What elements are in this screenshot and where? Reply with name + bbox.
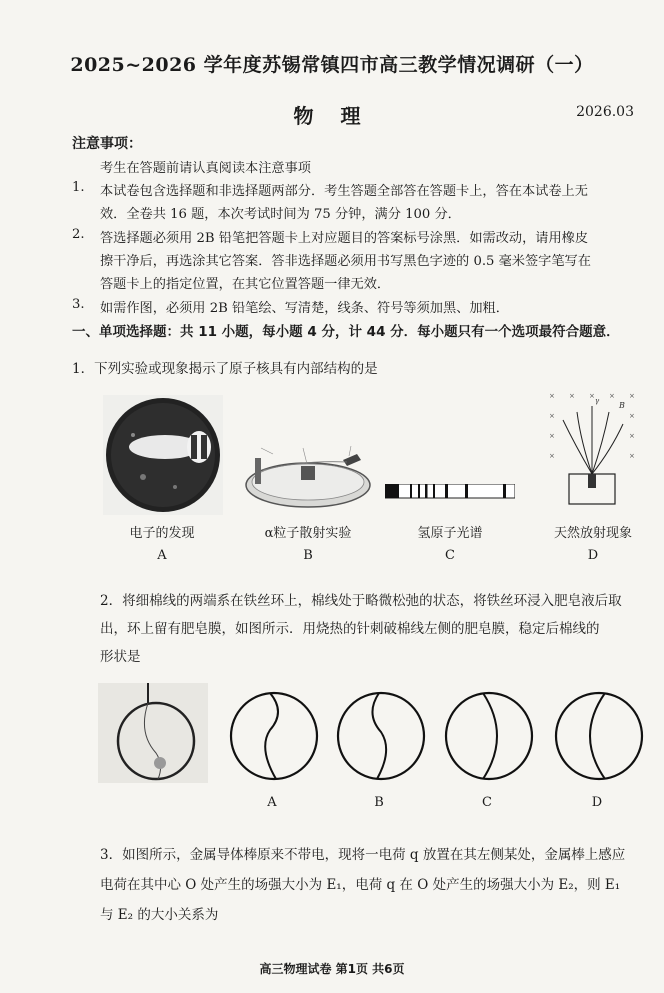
q1-option-caption: 天然放射现象 — [553, 526, 632, 541]
notice-item-line: 如需作图，必须用 2B 铅笔绘、写清楚，线条、符号等须加黑、加粗． — [100, 301, 509, 316]
q2-option-letter: C — [482, 795, 492, 810]
notice-item-num: 1. — [72, 180, 85, 195]
notice-item-line: 效．全卷共 16 题，本次考试时间为 75 分钟，满分 100 分． — [100, 207, 461, 222]
svg-text:×: × — [549, 392, 555, 400]
svg-text:×: × — [549, 412, 555, 420]
hydrogen-spectrum-figure — [385, 484, 515, 506]
q1-option-caption: 氢原子光谱 — [417, 526, 483, 541]
question-2-line: 2．将细棉线的两端系在铁丝环上，棉线处于略微松弛的状态，将铁丝环浸入肥皂液后取 — [100, 593, 622, 609]
gamma-ray-label: γ — [595, 397, 600, 405]
question-3-line: 与 E₂ 的大小关系为 — [100, 907, 219, 923]
q2-option-letter: D — [591, 795, 603, 810]
q1-option-letter: A — [157, 548, 167, 563]
q1-option-letter: D — [587, 548, 599, 563]
page-footer: 高三物理试卷 第1页 共6页 — [259, 962, 405, 976]
electron-discovery-figure — [103, 395, 223, 515]
svg-text:×: × — [549, 432, 555, 440]
question-2-line: 出，环上留有肥皂膜，如图所示．用烧热的针刺破棉线左侧的肥皂膜，稳定后棉线的 — [100, 621, 600, 637]
q2-option-letter: A — [267, 795, 277, 810]
q1-option-caption: 电子的发现 — [129, 526, 195, 541]
svg-text:×: × — [609, 392, 615, 400]
q1-option-letter: B — [303, 548, 313, 563]
svg-text:×: × — [589, 392, 595, 400]
q1-option-caption: α粒子散射实验 — [264, 526, 352, 541]
alpha-scattering-figure — [243, 440, 373, 510]
svg-text:×: × — [549, 452, 555, 460]
notice-item-line: 擦干净后，再选涂其它答案．答非选择题必须用书写黑色字迹的 0.5 毫米签字笔写在 — [100, 254, 591, 269]
question-3-line: 3．如图所示，金属导体棒原来不带电，现将一电荷 q 放置在其左侧某处，金属棒上感应 — [100, 847, 626, 863]
exam-title: 2025~2026 学年度苏锡常镇四市高三教学情况调研（一） — [70, 54, 594, 76]
question-1-stem: 1．下列实验或现象揭示了原子核具有内部结构的是 — [72, 361, 378, 377]
svg-text:×: × — [629, 432, 635, 440]
notice-item-line: 答选择题必须用 2B 铅笔把答题卡上对应题目的答案标号涂黑．如需改动，请用橡皮 — [100, 231, 589, 246]
notice-intro: 考生在答题前请认真阅读本注意事项 — [100, 161, 311, 176]
option-b-thread-shape — [335, 690, 427, 782]
notice-item-line: 答题卡上的指定位置，在其它位置答题一律无效． — [100, 277, 391, 292]
option-c-thread-shape — [443, 690, 535, 782]
svg-text:×: × — [569, 392, 575, 400]
soap-film-ring-photo — [98, 683, 208, 783]
q1-option-letter: C — [445, 548, 455, 563]
option-a-thread-shape — [228, 690, 320, 782]
notice-item-num: 2. — [72, 227, 85, 242]
magnetic-field-label: B — [619, 401, 625, 410]
exam-date: 2026.03 — [576, 104, 634, 120]
svg-text:×: × — [629, 452, 635, 460]
subject-title: 物 理 — [293, 104, 371, 128]
svg-text:×: × — [629, 412, 635, 420]
section-heading: 一、单项选择题：共 11 小题，每小题 4 分，计 44 分．每小题只有一个选项最符合题意． — [72, 324, 620, 340]
notice-item-line: 本试卷包含选择题和非选择题两部分．考生答题全部答在答题卡上，答在本试卷上无 — [100, 184, 588, 199]
notice-item-num: 3. — [72, 297, 85, 312]
option-d-thread-shape — [553, 690, 645, 782]
question-2-line: 形状是 — [100, 649, 141, 665]
svg-text:×: × — [629, 392, 635, 400]
q2-option-letter: B — [374, 795, 384, 810]
natural-radioactivity-figure — [545, 390, 640, 510]
notice-heading: 注意事项： — [72, 136, 142, 152]
question-3-line: 电荷在其中心 O 处产生的场强大小为 E₁，电荷 q 在 O 处产生的场强大小为 E₂，则 E₁ — [100, 877, 621, 893]
